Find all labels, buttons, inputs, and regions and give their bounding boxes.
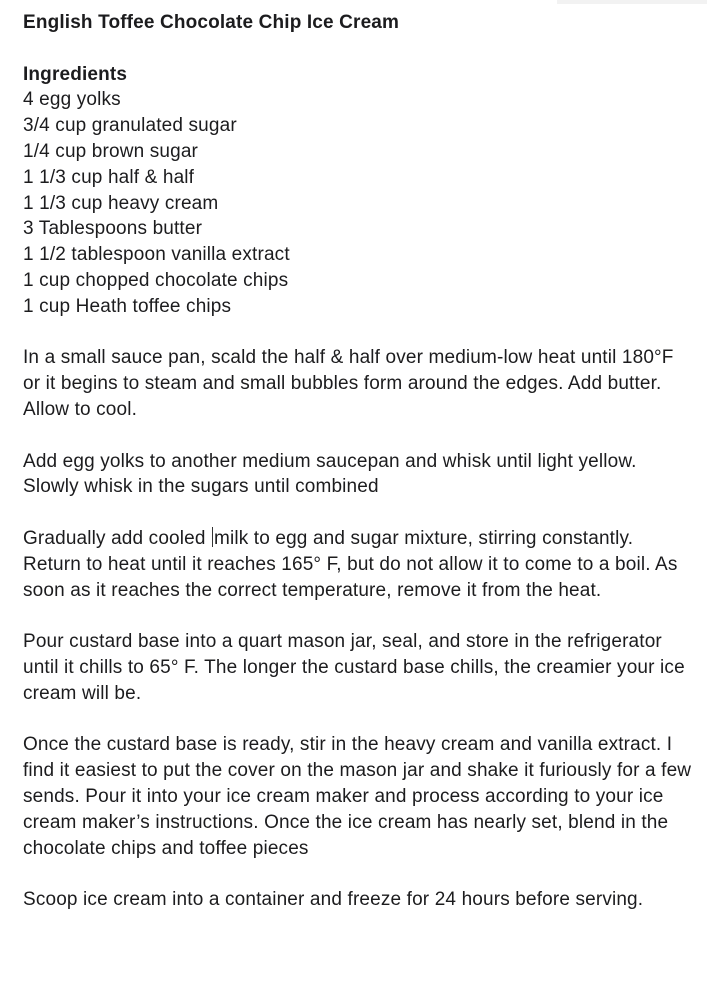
instruction-step: Scoop ice cream into a container and freeze for 24 hours before serving. [23,889,644,911]
recipe-title: English Toffee Chocolate Chip Ice Cream [23,12,400,33]
ingredients-list [23,87,693,319]
instruction-step: Pour custard base into a quart mason jar, seal, and store in the refrigerator until it chills to 65° F. The longer the custard base chills, the creamier your ice cream will be. [23,631,685,704]
ingredient-item: 1 1/3 cup half & half [23,166,195,188]
blank-line [23,320,693,346]
ingredient-item: 1 1/3 cup heavy cream [23,192,219,214]
ingredient-item: 1 cup chopped chocolate chips [23,269,289,291]
blank-line [23,36,693,62]
instruction-step: Once the custard base is ready, stir in the heavy cream and vanilla extract. I find it easiest to put the cover on the mason jar and shake it furiously for a few sends. Pour it into your ice cream maker and process according to your ice cream maker’s instructions. Once the ice cream has nearly set, blend in the chocolate chips and toffee pieces [23,734,692,859]
ingredient-item: 1 cup Heath toffee chips [23,295,232,317]
instructions [23,345,693,913]
ingredient-item: 1 1/2 tablespoon vanilla extract [23,244,290,266]
text-cursor [212,527,213,547]
instruction-step [23,526,693,603]
ingredient-item: 3 Tablespoons butter [23,218,203,240]
scroll-indicator[interactable] [557,0,707,4]
ingredient-item: 1/4 cup brown sugar [23,140,199,162]
instruction-step: In a small sauce pan, scald the half & half over medium-low heat until 180°F or it begins to steam and small bubbles form around the edges. Add butter. Allow to cool. [23,347,674,420]
ingredient-item: 4 egg yolks [23,89,121,111]
ingredients-heading: Ingredients [23,63,128,85]
ingredient-item: 3/4 cup granulated sugar [23,115,237,137]
note-body[interactable] [23,10,693,913]
instruction-step: Add egg yolks to another medium saucepan and whisk until light yellow. Slowly whisk in the sugars until combined [23,450,637,498]
step-text-after-cursor: milk to egg and sugar mixture, stirring constantly. Return to heat until it reaches 165° F, but do not allow it to come to a boil. As soon as it reaches the correct temperature, remove it from the heat. [23,527,678,601]
step-text-before-cursor: Gradually add cooled [23,527,211,549]
